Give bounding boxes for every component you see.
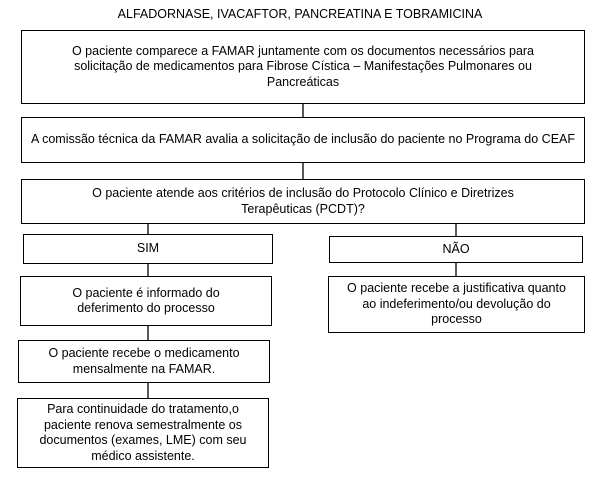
flow-box-justificativa bbox=[328, 276, 585, 333]
connector-sim-deferimento bbox=[147, 264, 149, 276]
flow-box-criterios-label: O paciente atende aos critérios de inclusão do Protocolo Clínico e Diretrizes Terapêuticas (PCDT)? bbox=[92, 186, 514, 216]
flow-box-medicamento bbox=[18, 340, 270, 383]
flow-box-renova-label: Para continuidade do tratamento,o paciente renova semestralmente os documentos (exames, LME) com seu médico assistente. bbox=[39, 402, 247, 463]
flowchart-title: ALFADORNASE, IVACAFTOR, PANCREATINA E TOBRAMICINA bbox=[117, 7, 483, 21]
flow-box-comissao-label: A comissão técnica da FAMAR avalia a solicitação de inclusão do paciente no Programa do CEAF bbox=[30, 132, 576, 147]
connector-nao-justificativa bbox=[455, 263, 457, 276]
flow-box-comparece bbox=[21, 30, 585, 104]
flow-box-nao-label: NÃO bbox=[442, 241, 470, 256]
connector-comparece-comissao bbox=[302, 104, 304, 117]
flow-box-sim-label: SIM bbox=[136, 241, 160, 256]
flow-box-sim bbox=[23, 234, 273, 264]
connector-criterios-sim bbox=[147, 224, 149, 234]
connector-medicamento-renova bbox=[147, 383, 149, 398]
flow-box-justificativa-label: O paciente recebe a justificativa quanto ao indeferimento/ou devolução do processo bbox=[347, 281, 566, 327]
flow-box-deferimento-label: O paciente é informado do deferimento do processo bbox=[72, 285, 220, 315]
flow-box-criterios bbox=[21, 179, 585, 224]
flow-box-comparece-label: O paciente comparece a FAMAR juntamente com os documentos necessários para solicitação de medicamentos para Fibrose Cística – Manifestações Pulmonares ou Pancreáticas bbox=[71, 43, 535, 89]
connector-criterios-nao bbox=[455, 224, 457, 236]
connector-comissao-criterios bbox=[302, 163, 304, 179]
connector-deferimento-medicamento bbox=[147, 326, 149, 340]
flow-box-medicamento-label: O paciente recebe o medicamento mensalmente na FAMAR. bbox=[48, 346, 240, 376]
flow-box-renova bbox=[17, 398, 269, 468]
flow-box-deferimento bbox=[20, 276, 272, 326]
flow-box-nao bbox=[329, 236, 583, 263]
flow-box-comissao bbox=[21, 117, 585, 163]
